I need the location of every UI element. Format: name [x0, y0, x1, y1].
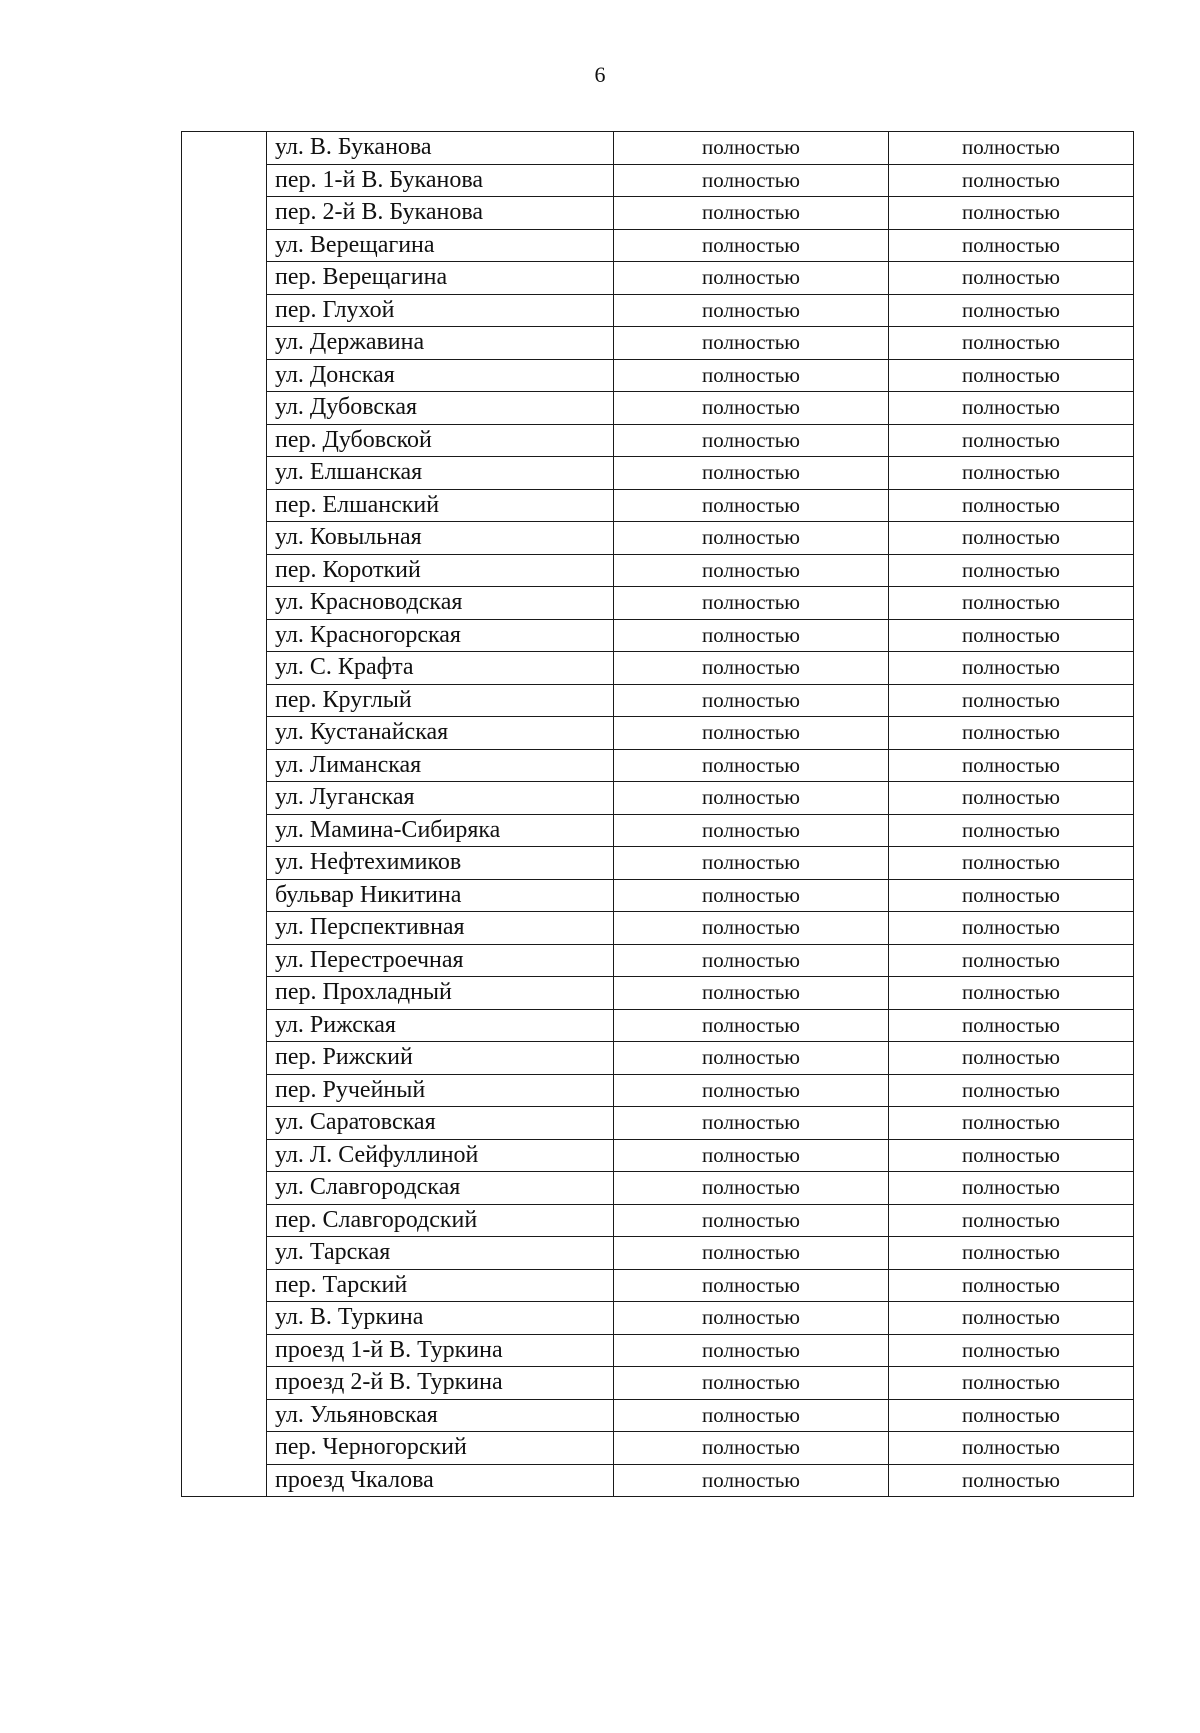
table-row	[182, 1367, 1134, 1400]
table-row	[182, 814, 1134, 847]
table-row	[182, 197, 1134, 230]
coverage-status-cell: полностью	[614, 554, 889, 587]
street-name-cell: пер. Дубовской	[267, 424, 614, 457]
coverage-status-cell: полностью	[614, 652, 889, 685]
coverage-status-cell: полностью	[614, 1237, 889, 1270]
coverage-status-cell: полностью	[614, 684, 889, 717]
street-name-cell: пер. Глухой	[267, 294, 614, 327]
table-row	[182, 1042, 1134, 1075]
coverage-status-cell: полностью	[614, 879, 889, 912]
street-name-cell: ул. Донская	[267, 359, 614, 392]
street-name-cell: пер. Славгородский	[267, 1204, 614, 1237]
coverage-status-cell: полностью	[889, 392, 1134, 425]
street-name-cell: ул. Ковыльная	[267, 522, 614, 555]
coverage-status-cell: полностью	[889, 1399, 1134, 1432]
table-row	[182, 489, 1134, 522]
table-row	[182, 1172, 1134, 1205]
coverage-status-cell: полностью	[614, 1269, 889, 1302]
coverage-status-cell: полностью	[889, 749, 1134, 782]
coverage-status-cell: полностью	[889, 1107, 1134, 1140]
coverage-status-cell: полностью	[614, 1042, 889, 1075]
street-name-cell: проезд 1-й В. Туркина	[267, 1334, 614, 1367]
street-name-cell: ул. Мамина-Сибиряка	[267, 814, 614, 847]
table-row	[182, 912, 1134, 945]
table-row	[182, 1074, 1134, 1107]
street-name-cell: пер. Тарский	[267, 1269, 614, 1302]
coverage-status-cell: полностью	[614, 457, 889, 490]
table-row	[182, 164, 1134, 197]
coverage-status-cell: полностью	[889, 1237, 1134, 1270]
table-row	[182, 327, 1134, 360]
table-row	[182, 782, 1134, 815]
table-row	[182, 587, 1134, 620]
coverage-status-cell: полностью	[889, 587, 1134, 620]
table-row	[182, 1432, 1134, 1465]
coverage-status-cell: полностью	[889, 522, 1134, 555]
coverage-status-cell: полностью	[614, 749, 889, 782]
table-row	[182, 652, 1134, 685]
table-row	[182, 944, 1134, 977]
street-name-cell: бульвар Никитина	[267, 879, 614, 912]
coverage-status-cell: полностью	[889, 1009, 1134, 1042]
table-row	[182, 392, 1134, 425]
coverage-status-cell: полностью	[614, 1334, 889, 1367]
street-name-cell: ул. С. Крафта	[267, 652, 614, 685]
coverage-status-cell: полностью	[614, 1432, 889, 1465]
street-name-cell: ул. Верещагина	[267, 229, 614, 262]
street-name-cell: пер. Короткий	[267, 554, 614, 587]
coverage-status-cell: полностью	[889, 197, 1134, 230]
street-name-cell: проезд 2-й В. Туркина	[267, 1367, 614, 1400]
coverage-status-cell: полностью	[614, 197, 889, 230]
coverage-status-cell: полностью	[614, 1204, 889, 1237]
coverage-status-cell: полностью	[889, 1172, 1134, 1205]
coverage-status-cell: полностью	[614, 977, 889, 1010]
coverage-status-cell: полностью	[889, 1334, 1134, 1367]
coverage-status-cell: полностью	[614, 424, 889, 457]
coverage-status-cell: полностью	[614, 1399, 889, 1432]
table-row	[182, 1302, 1134, 1335]
table-row	[182, 522, 1134, 555]
street-name-cell: ул. Перспективная	[267, 912, 614, 945]
coverage-status-cell: полностью	[889, 489, 1134, 522]
street-name-cell: пер. Ручейный	[267, 1074, 614, 1107]
coverage-status-cell: полностью	[614, 489, 889, 522]
coverage-status-cell: полностью	[889, 782, 1134, 815]
coverage-status-cell: полностью	[889, 619, 1134, 652]
street-name-cell: ул. Дубовская	[267, 392, 614, 425]
coverage-status-cell: полностью	[614, 229, 889, 262]
street-name-cell: ул. Елшанская	[267, 457, 614, 490]
street-name-cell: ул. Ульяновская	[267, 1399, 614, 1432]
table-row	[182, 749, 1134, 782]
coverage-status-cell: полностью	[614, 944, 889, 977]
coverage-status-cell: полностью	[614, 1172, 889, 1205]
coverage-status-cell: полностью	[889, 1302, 1134, 1335]
coverage-status-cell: полностью	[614, 262, 889, 295]
table-row	[182, 262, 1134, 295]
coverage-status-cell: полностью	[614, 1464, 889, 1497]
street-name-cell: ул. Красноводская	[267, 587, 614, 620]
coverage-status-cell: полностью	[614, 1302, 889, 1335]
table-row	[182, 554, 1134, 587]
street-name-cell: ул. Тарская	[267, 1237, 614, 1270]
coverage-status-cell: полностью	[889, 1432, 1134, 1465]
table-row	[182, 619, 1134, 652]
table-row	[182, 1139, 1134, 1172]
street-name-cell: пер. Рижский	[267, 1042, 614, 1075]
table-row	[182, 424, 1134, 457]
table-row	[182, 847, 1134, 880]
coverage-status-cell: полностью	[889, 1074, 1134, 1107]
coverage-status-cell: полностью	[889, 1367, 1134, 1400]
coverage-status-cell: полностью	[889, 229, 1134, 262]
table-row	[182, 879, 1134, 912]
coverage-status-cell: полностью	[889, 294, 1134, 327]
streets-table-body	[182, 132, 1134, 1497]
coverage-status-cell: полностью	[889, 847, 1134, 880]
coverage-status-cell: полностью	[889, 424, 1134, 457]
table-row	[182, 359, 1134, 392]
merged-first-column-cell	[182, 132, 267, 1497]
table-row	[182, 977, 1134, 1010]
street-name-cell: ул. В. Буканова	[267, 132, 614, 165]
coverage-status-cell: полностью	[889, 717, 1134, 750]
table-row	[182, 717, 1134, 750]
coverage-status-cell: полностью	[889, 132, 1134, 165]
coverage-status-cell: полностью	[614, 294, 889, 327]
coverage-status-cell: полностью	[614, 619, 889, 652]
street-name-cell: пер. Круглый	[267, 684, 614, 717]
street-name-cell: пер. 1-й В. Буканова	[267, 164, 614, 197]
street-name-cell: пер. Прохладный	[267, 977, 614, 1010]
street-name-cell: ул. Саратовская	[267, 1107, 614, 1140]
table-row	[182, 294, 1134, 327]
coverage-status-cell: полностью	[614, 717, 889, 750]
coverage-status-cell: полностью	[889, 1269, 1134, 1302]
table-row	[182, 1107, 1134, 1140]
coverage-status-cell: полностью	[889, 554, 1134, 587]
street-name-cell: пер. Черногорский	[267, 1432, 614, 1465]
coverage-status-cell: полностью	[614, 1009, 889, 1042]
coverage-status-cell: полностью	[889, 684, 1134, 717]
coverage-status-cell: полностью	[614, 164, 889, 197]
table-row	[182, 1204, 1134, 1237]
coverage-status-cell: полностью	[614, 1107, 889, 1140]
coverage-status-cell: полностью	[614, 522, 889, 555]
coverage-status-cell: полностью	[889, 944, 1134, 977]
coverage-status-cell: полностью	[614, 359, 889, 392]
street-name-cell: ул. Кустанайская	[267, 717, 614, 750]
coverage-status-cell: полностью	[614, 132, 889, 165]
coverage-status-cell: полностью	[614, 912, 889, 945]
table-row	[182, 1399, 1134, 1432]
street-name-cell: ул. Державина	[267, 327, 614, 360]
street-name-cell: ул. Лиманская	[267, 749, 614, 782]
coverage-status-cell: полностью	[889, 912, 1134, 945]
coverage-status-cell: полностью	[614, 1074, 889, 1107]
coverage-status-cell: полностью	[889, 977, 1134, 1010]
street-name-cell: пер. 2-й В. Буканова	[267, 197, 614, 230]
table-row	[182, 684, 1134, 717]
table-row	[182, 1009, 1134, 1042]
streets-table	[181, 131, 1134, 1497]
street-name-cell: ул. Перестроечная	[267, 944, 614, 977]
coverage-status-cell: полностью	[889, 814, 1134, 847]
street-name-cell: ул. Славгородская	[267, 1172, 614, 1205]
coverage-status-cell: полностью	[614, 1139, 889, 1172]
coverage-status-cell: полностью	[614, 587, 889, 620]
table-row	[182, 132, 1134, 165]
coverage-status-cell: полностью	[889, 1204, 1134, 1237]
street-name-cell: ул. Рижская	[267, 1009, 614, 1042]
street-name-cell: ул. Красногорская	[267, 619, 614, 652]
street-name-cell: пер. Елшанский	[267, 489, 614, 522]
coverage-status-cell: полностью	[889, 327, 1134, 360]
table-row	[182, 1464, 1134, 1497]
street-name-cell: ул. Нефтехимиков	[267, 847, 614, 880]
table-row	[182, 1237, 1134, 1270]
coverage-status-cell: полностью	[889, 457, 1134, 490]
street-name-cell: ул. Луганская	[267, 782, 614, 815]
street-name-cell: проезд Чкалова	[267, 1464, 614, 1497]
street-name-cell: ул. Л. Сейфуллиной	[267, 1139, 614, 1172]
coverage-status-cell: полностью	[889, 1464, 1134, 1497]
table-row	[182, 457, 1134, 490]
coverage-status-cell: полностью	[889, 262, 1134, 295]
page-number: 6	[594, 62, 606, 87]
street-name-cell: ул. В. Туркина	[267, 1302, 614, 1335]
coverage-status-cell: полностью	[889, 1042, 1134, 1075]
table-row	[182, 229, 1134, 262]
coverage-status-cell: полностью	[614, 392, 889, 425]
coverage-status-cell: полностью	[614, 1367, 889, 1400]
coverage-status-cell: полностью	[889, 652, 1134, 685]
coverage-status-cell: полностью	[889, 164, 1134, 197]
coverage-status-cell: полностью	[614, 814, 889, 847]
table-row	[182, 1269, 1134, 1302]
coverage-status-cell: полностью	[889, 359, 1134, 392]
coverage-status-cell: полностью	[889, 1139, 1134, 1172]
coverage-status-cell: полностью	[614, 327, 889, 360]
street-name-cell: пер. Верещагина	[267, 262, 614, 295]
coverage-status-cell: полностью	[614, 782, 889, 815]
coverage-status-cell: полностью	[614, 847, 889, 880]
table-row	[182, 1334, 1134, 1367]
coverage-status-cell: полностью	[889, 879, 1134, 912]
